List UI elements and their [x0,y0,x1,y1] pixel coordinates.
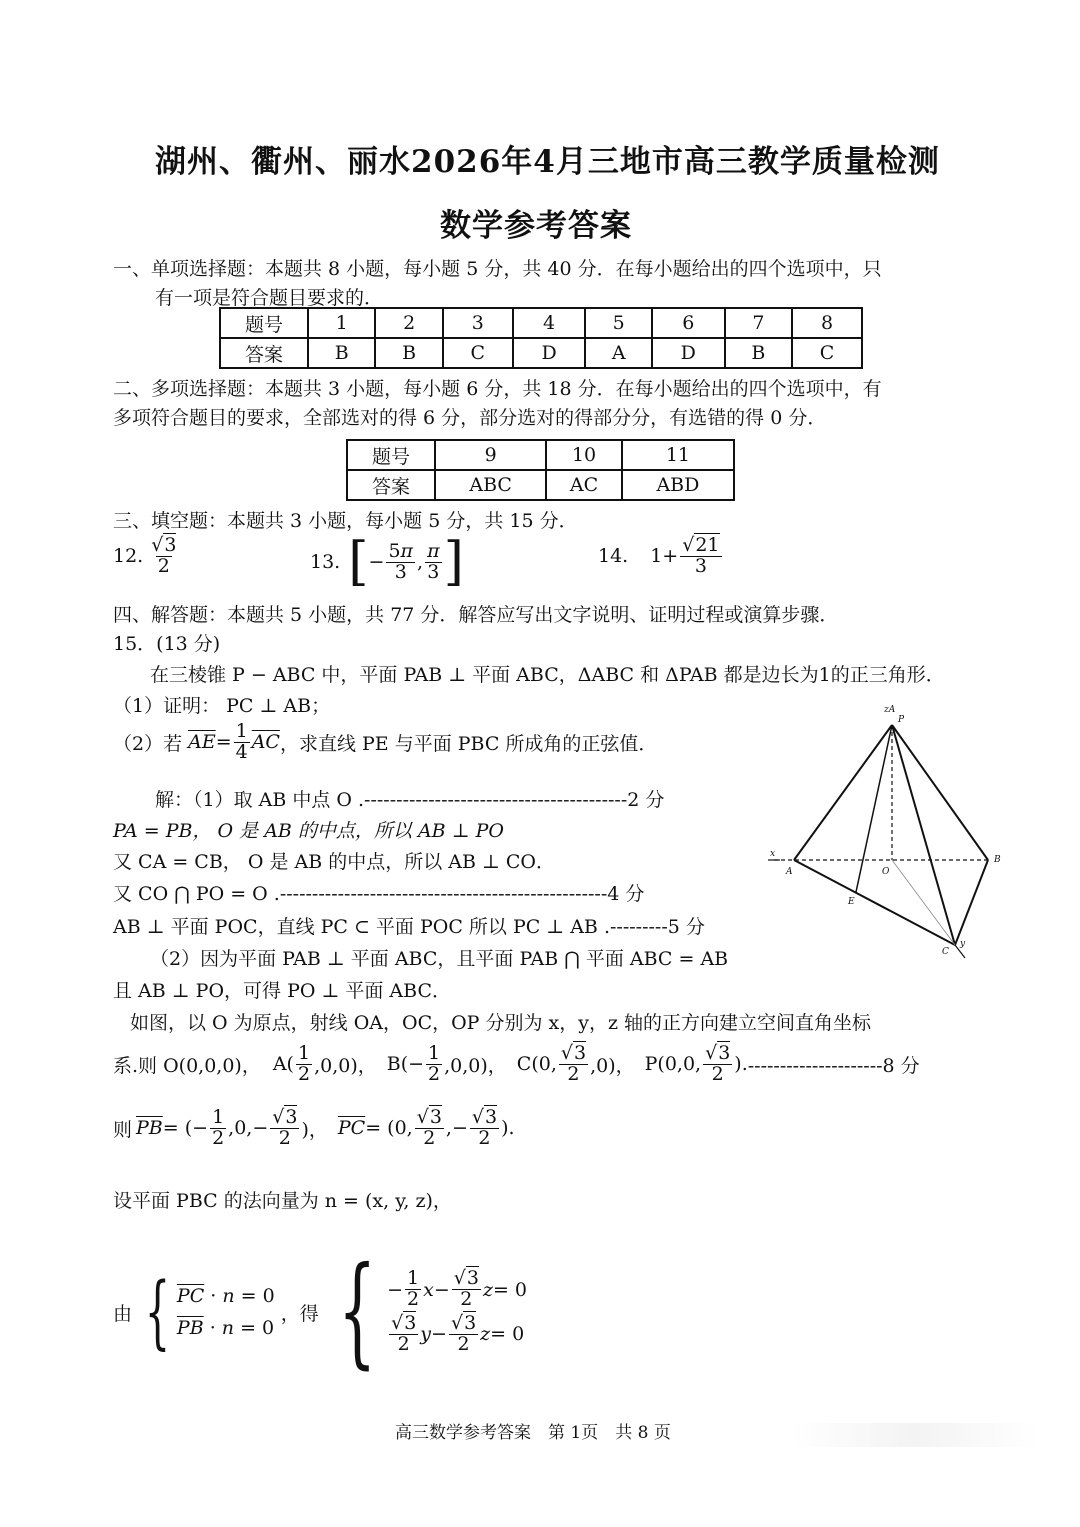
label-x: x [770,849,776,859]
answer-14 [598,536,724,577]
q13-label: 13. [310,551,341,573]
table-head-answer: 答案 [220,338,308,368]
table-head-number: 题号 [347,440,435,470]
coordinates-score: ---------------------8 分 [747,1054,920,1077]
table-cell: C [443,338,513,368]
fraction: $\frac{√3}{2}$ [416,1106,442,1149]
section1-line2: 有一项是符合题目要求的． [155,287,384,309]
table-cell: B [308,338,375,368]
edge-pb [892,725,988,860]
table-head-answer: 答案 [347,470,435,500]
edge-cb [955,860,988,945]
label-z: zA [884,705,896,715]
system-prefix: 由 [113,1302,133,1325]
table-cell: D [652,338,725,368]
section2-line1: 二、多项选择题：本题共 3 小题，每小题 6 分，共 18 分．在每小题给出的四个选项中，有 [113,378,882,400]
label-y: y [960,939,966,949]
label-o: O [882,867,890,877]
table-cell: ABD [622,470,734,500]
fraction: $\frac{1}{2}$ [297,1042,311,1085]
page-footer: 高三数学参考答案 第 1页 共 8 页 [395,1423,671,1443]
solution-line: AB ⊥ 平面 POC，直线 PC ⊂ 平面 POC 所以 PC ⊥ AB .---------5 分 [113,916,705,938]
table-cell: 7 [725,308,792,338]
edge-ac [794,860,955,945]
equation-system: 由 { $\overline{PC} \cdot n = 0$ $\overline{PB} \cdot n = 0$ ，得 { − $\frac{1}{2}$ x − $\frac{√3}{2}$ z = 0 $\frac{√3}{2}$ y − $\frac{√3}{2}$ z = 0 [113,1242,528,1381]
q12-label: 12. [113,545,144,568]
table-cell: C [792,338,862,368]
page-subtitle: 数学参考答案 [440,208,632,244]
solution-line: 解：（1）取 AB 中点 O .-----------------------------------------2 分 [155,789,665,811]
table-cell: 4 [513,308,586,338]
table-cell: 2 [375,308,442,338]
edge-pc [892,725,955,945]
solution-line: 又 CA = CB， O 是 AB 的中点，所以 AB ⊥ CO． [113,851,556,873]
q14-label: 14. [598,545,629,568]
q15-part2-prefix: （2）若 [113,732,183,755]
q14-prefix: 1+ [650,545,679,568]
solution-line: PA = PB， O 是 AB 的中点，所以 AB ⊥ PO [113,820,504,842]
fraction: $\frac{√3}{2}$ [705,1042,731,1085]
label-c: C [942,947,949,957]
label-a: A [786,867,793,877]
vectors-prefix: 则 [113,1118,133,1141]
answer-13: 13. [ − $\frac{5\pi}{3}$ , $\frac{\pi}{3}$ ] [310,532,464,592]
vectors-line: 则 $\overline{PB}$ = (− $\frac{1}{2}$ ,0,− $\frac{√3}{2}$ )， $\overline{PC}$ = (0, $\frac{√3}{2}$ ,− $\frac{√3}{2}$ ). [113,1106,515,1149]
table-cell: A [585,338,651,368]
q15-head: 15．(13 分) [113,633,221,655]
q15-stem: 在三棱锥 P − ABC 中，平面 PAB ⊥ 平面 ABC，ΔABC 和 ΔPAB 都是边长为1的正三角形． [150,664,945,686]
fraction: $\frac{1}{2}$ [428,1042,441,1085]
tetrahedron-figure [760,700,1010,970]
solution-line: 又 CO ⋂ PO = O .---------------------------------------------------4 分 [113,883,645,905]
coordinates-prefix: 系.则 O(0,0,0)， [113,1054,261,1077]
fraction: $\frac{1}{4}$ [235,720,248,763]
label-p: P [898,715,905,725]
fraction: $\frac{√3}{2}$ [151,534,177,577]
table-cell: 8 [792,308,862,338]
q15-part2: （2）若 $\overline{AE}$ = $\frac{1}{4}$ $\overline{AC}$ ，求直线 PE 与平面 PBC 所成角的正弦值． [113,720,658,763]
table-cell: 10 [546,440,622,470]
fraction: $\frac{√3}{2}$ [471,1106,498,1149]
answer-12 [113,536,180,577]
solution-line: （2）因为平面 PAB ⊥ 平面 ABC，且平面 PAB ⋂ 平面 ABC = AB [150,948,729,970]
system-mid: ，得 [280,1302,319,1325]
table-cell: 5 [585,308,651,338]
q15-part1: （1）证明： PC ⊥ AB； [113,695,331,717]
table-cell: ABC [435,470,546,500]
fraction: $\frac{√3}{2}$ [272,1106,298,1149]
fraction: $\frac{√3}{2}$ [560,1042,587,1085]
table-head-number: 题号 [220,308,308,338]
fraction: $\frac{1}{2}$ [212,1106,225,1149]
section1-answer-table [219,307,863,369]
page-title: 湖州、衢州、丽水2026年4月三地市高三教学质量检测 [155,144,940,180]
label-e: E [848,897,855,907]
table-cell: 3 [443,308,513,338]
table-cell: 6 [652,308,725,338]
table-cell: 9 [435,440,546,470]
table-cell: B [725,338,792,368]
fraction: $\frac{\pi}{3}$ [427,539,440,583]
fraction: $\frac{5\pi}{3}$ [388,539,414,583]
solution-line: 且 AB ⊥ PO，可得 PO ⊥ 平面 ABC． [113,980,451,1002]
solution-line: 如图，以 O 为原点，射线 OA，OC，OP 分别为 x，y，z 轴的正方向建立空间直角坐标 [130,1012,872,1034]
section1-line1: 一、单项选择题：本题共 8 小题，每小题 5 分，共 40 分．在每小题给出的四个选项中，只 [113,258,882,280]
section2-answer-table [346,439,735,501]
table-cell: B [375,338,442,368]
section4-line: 四、解答题：本题共 5 小题，共 77 分．解答应写出文字说明、证明过程或演算步骤． [113,604,839,626]
table-cell: AC [546,470,622,500]
table-cell: 11 [622,440,734,470]
axis-y [892,860,955,945]
label-b: B [994,855,1001,865]
coordinates-line: 系.则 O(0,0,0)， A( $\frac{1}{2}$ ,0,0)， B(− $\frac{1}{2}$ ,0,0)， C(0, $\frac{√3}{2}$ ,0)， P(0,0, $\frac{√3}{2}$ ). ---------------------8 分 [113,1042,920,1085]
section3-line: 三、填空题：本题共 3 小题，每小题 5 分，共 15 分． [113,510,578,532]
table-cell: D [513,338,586,368]
table-cell: 1 [308,308,375,338]
scan-smudge [790,1423,1040,1447]
fraction: $\frac{√21}{3}$ [682,534,720,577]
normal-vector-line: 设平面 PBC 的法向量为 n = (x, y, z)， [113,1190,452,1212]
q15-part2-suffix: ，求直线 PE 与平面 PBC 所成角的正弦值． [279,732,658,755]
section2-line2: 多项符合题目的要求，全部选对的得 6 分，部分选对的得部分分，有选错的得 0 分． [113,407,827,429]
